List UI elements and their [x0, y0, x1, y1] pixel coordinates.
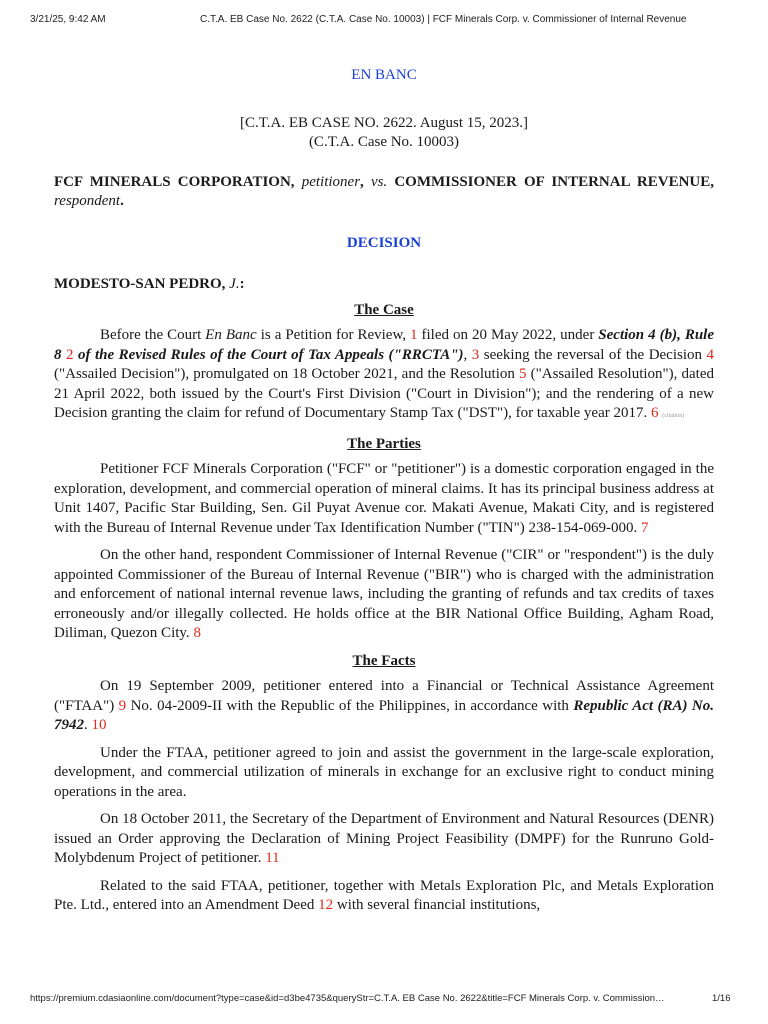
case-line-1: [C.T.A. EB CASE NO. 2622. August 15, 2023.] [239, 114, 529, 131]
footnote-9[interactable]: 9 [118, 697, 127, 714]
paragraph-under-ftaa: Under the FTAA, petitioner agreed to join and assist the government in the large-scale exploration, development, and commercial utilization of minerals in exchange for an exclusive right to conduct mining operations in the area. [54, 744, 714, 800]
footnote-8[interactable]: 8 [193, 625, 201, 641]
paragraph-denr-order: On 18 October 2011, the Secretary of the Department of Environment and Natural Resources (DENR) issued an Order approving the Declaration of Mining Project Feasibility (DMPF) for the Runruno Gold-Molybdenum Project of petitioner. 11 [54, 811, 714, 866]
footnote-12[interactable]: 12 [318, 897, 334, 913]
footnote-5[interactable]: 5 [519, 366, 527, 382]
print-date: 3/21/25, 9:42 AM [30, 14, 106, 25]
section-the-facts: The Facts [352, 652, 416, 669]
footnote-10[interactable]: 10 [91, 717, 107, 733]
decision-link[interactable]: DECISION [346, 234, 422, 251]
respondent-role: respondent [54, 193, 121, 209]
footnote-4[interactable]: 4 [706, 346, 715, 363]
footnote-2[interactable]: 2 [66, 346, 74, 363]
judge-suffix: J. [229, 276, 240, 292]
document-body [54, 66, 714, 924]
en-banc-link[interactable]: EN BANC [351, 67, 417, 83]
judge-name: MODESTO-SAN PEDRO [54, 276, 222, 292]
print-url: https://premium.cdasiaonline.com/document?type=case&id=d3be4735&queryStr=C.T.A. EB Case No. 2622&title=FCF Minerals Corp. v. Commission… [30, 993, 665, 1004]
case-number [54, 114, 714, 153]
paragraph-ftaa: On 19 September 2009, petitioner entered into a Financial or Technical Assistance Agreement ("FTAA") 9 No. 04-2009-II with the Republic of the Philippines, in accordance with Republic Act (RA) No. 7942. 10 [54, 678, 714, 733]
ponente: MODESTO-SAN PEDRO, J.: [54, 276, 245, 292]
print-footer [0, 993, 768, 1007]
footnote-7[interactable]: 7 [641, 519, 649, 536]
petitioner-name: FCF MINERALS CORPORATION [54, 173, 291, 190]
footnote-11[interactable]: 11 [265, 850, 280, 866]
versus: vs. [370, 173, 388, 190]
paragraph-amendment-deed: Related to the said FTAA, petitioner, together with Metals Exploration Plc, and Metals Exploration Pte. Ltd., entered into an Amendment Deed 12 with several financial institutions, [54, 877, 714, 913]
footnote-3[interactable]: 3 [471, 346, 480, 363]
page-number: 1/16 [712, 993, 731, 1004]
print-header [0, 14, 768, 28]
paragraph-petitioner: Petitioner FCF Minerals Corporation ("FCF" or "petitioner") is a domestic corporation engaged in the exploration, development, and commercial operation of mineral claims. It has its principal business address at Unit 1407, Pacific Star Building, Sen. Gil Puyat Avenue cor. Makati Avenue, Makati City, and is registered with the Bureau of Internal Revenue under Tax Identification Number ("TIN") 238-154-069-000. 7 [54, 461, 714, 536]
section-the-parties: The Parties [347, 435, 421, 452]
judge-colon: : [239, 276, 245, 292]
citation-marker: (citation) [662, 413, 685, 419]
paragraph-respondent: On the other hand, respondent Commissioner of Internal Revenue ("CIR" or "respondent") is the duly appointed Commissioner of the Bureau of Internal Revenue ("BIR") who is charged with the administration and enforcement of national internal revenue laws, including the granting of refunds and tax credits of taxes erroneously and/or illegally collected. He holds office at the BIR National Office Building, Agham Road, Diliman, Quezon City. 8 [54, 547, 714, 641]
case-parties-heading: FCF MINERALS CORPORATION, petitioner, vs. COMMISSIONER OF INTERNAL REVENUE, respondent. [54, 173, 715, 209]
respondent-name: COMMISSIONER OF INTERNAL REVENUE [394, 173, 711, 190]
print-title: C.T.A. EB Case No. 2622 (C.T.A. Case No. 10003) | FCF Minerals Corp. v. Commissioner of Internal Revenue [200, 14, 687, 25]
footnote-1[interactable]: 1 [410, 327, 418, 343]
case-line-2: (C.T.A. Case No. 10003) [308, 134, 460, 150]
paragraph-the-case: Before the Court En Banc is a Petition for Review, 1 filed on 20 May 2022, under Section 4 (b), Rule 8 2 of the Revised Rules of the Court of Tax Appeals ("RRCTA"), 3 seeking the reversal of the Decision 4 ("Assailed Decision"), promulgated on 18 October 2021, and the Resolution 5 ("Assailed Resolution"), dated 21 April 2022, both issued by the Court's First Division ("Court in Division"); and the rendering of a new Decision granting the claim for refund of Documentary Stamp Tax ("DST"), for taxable year 2017. 6 (citation) [54, 327, 715, 421]
footnote-6[interactable]: 6 [651, 405, 659, 421]
petitioner-role: petitioner [301, 173, 361, 190]
section-the-case: The Case [354, 301, 414, 318]
